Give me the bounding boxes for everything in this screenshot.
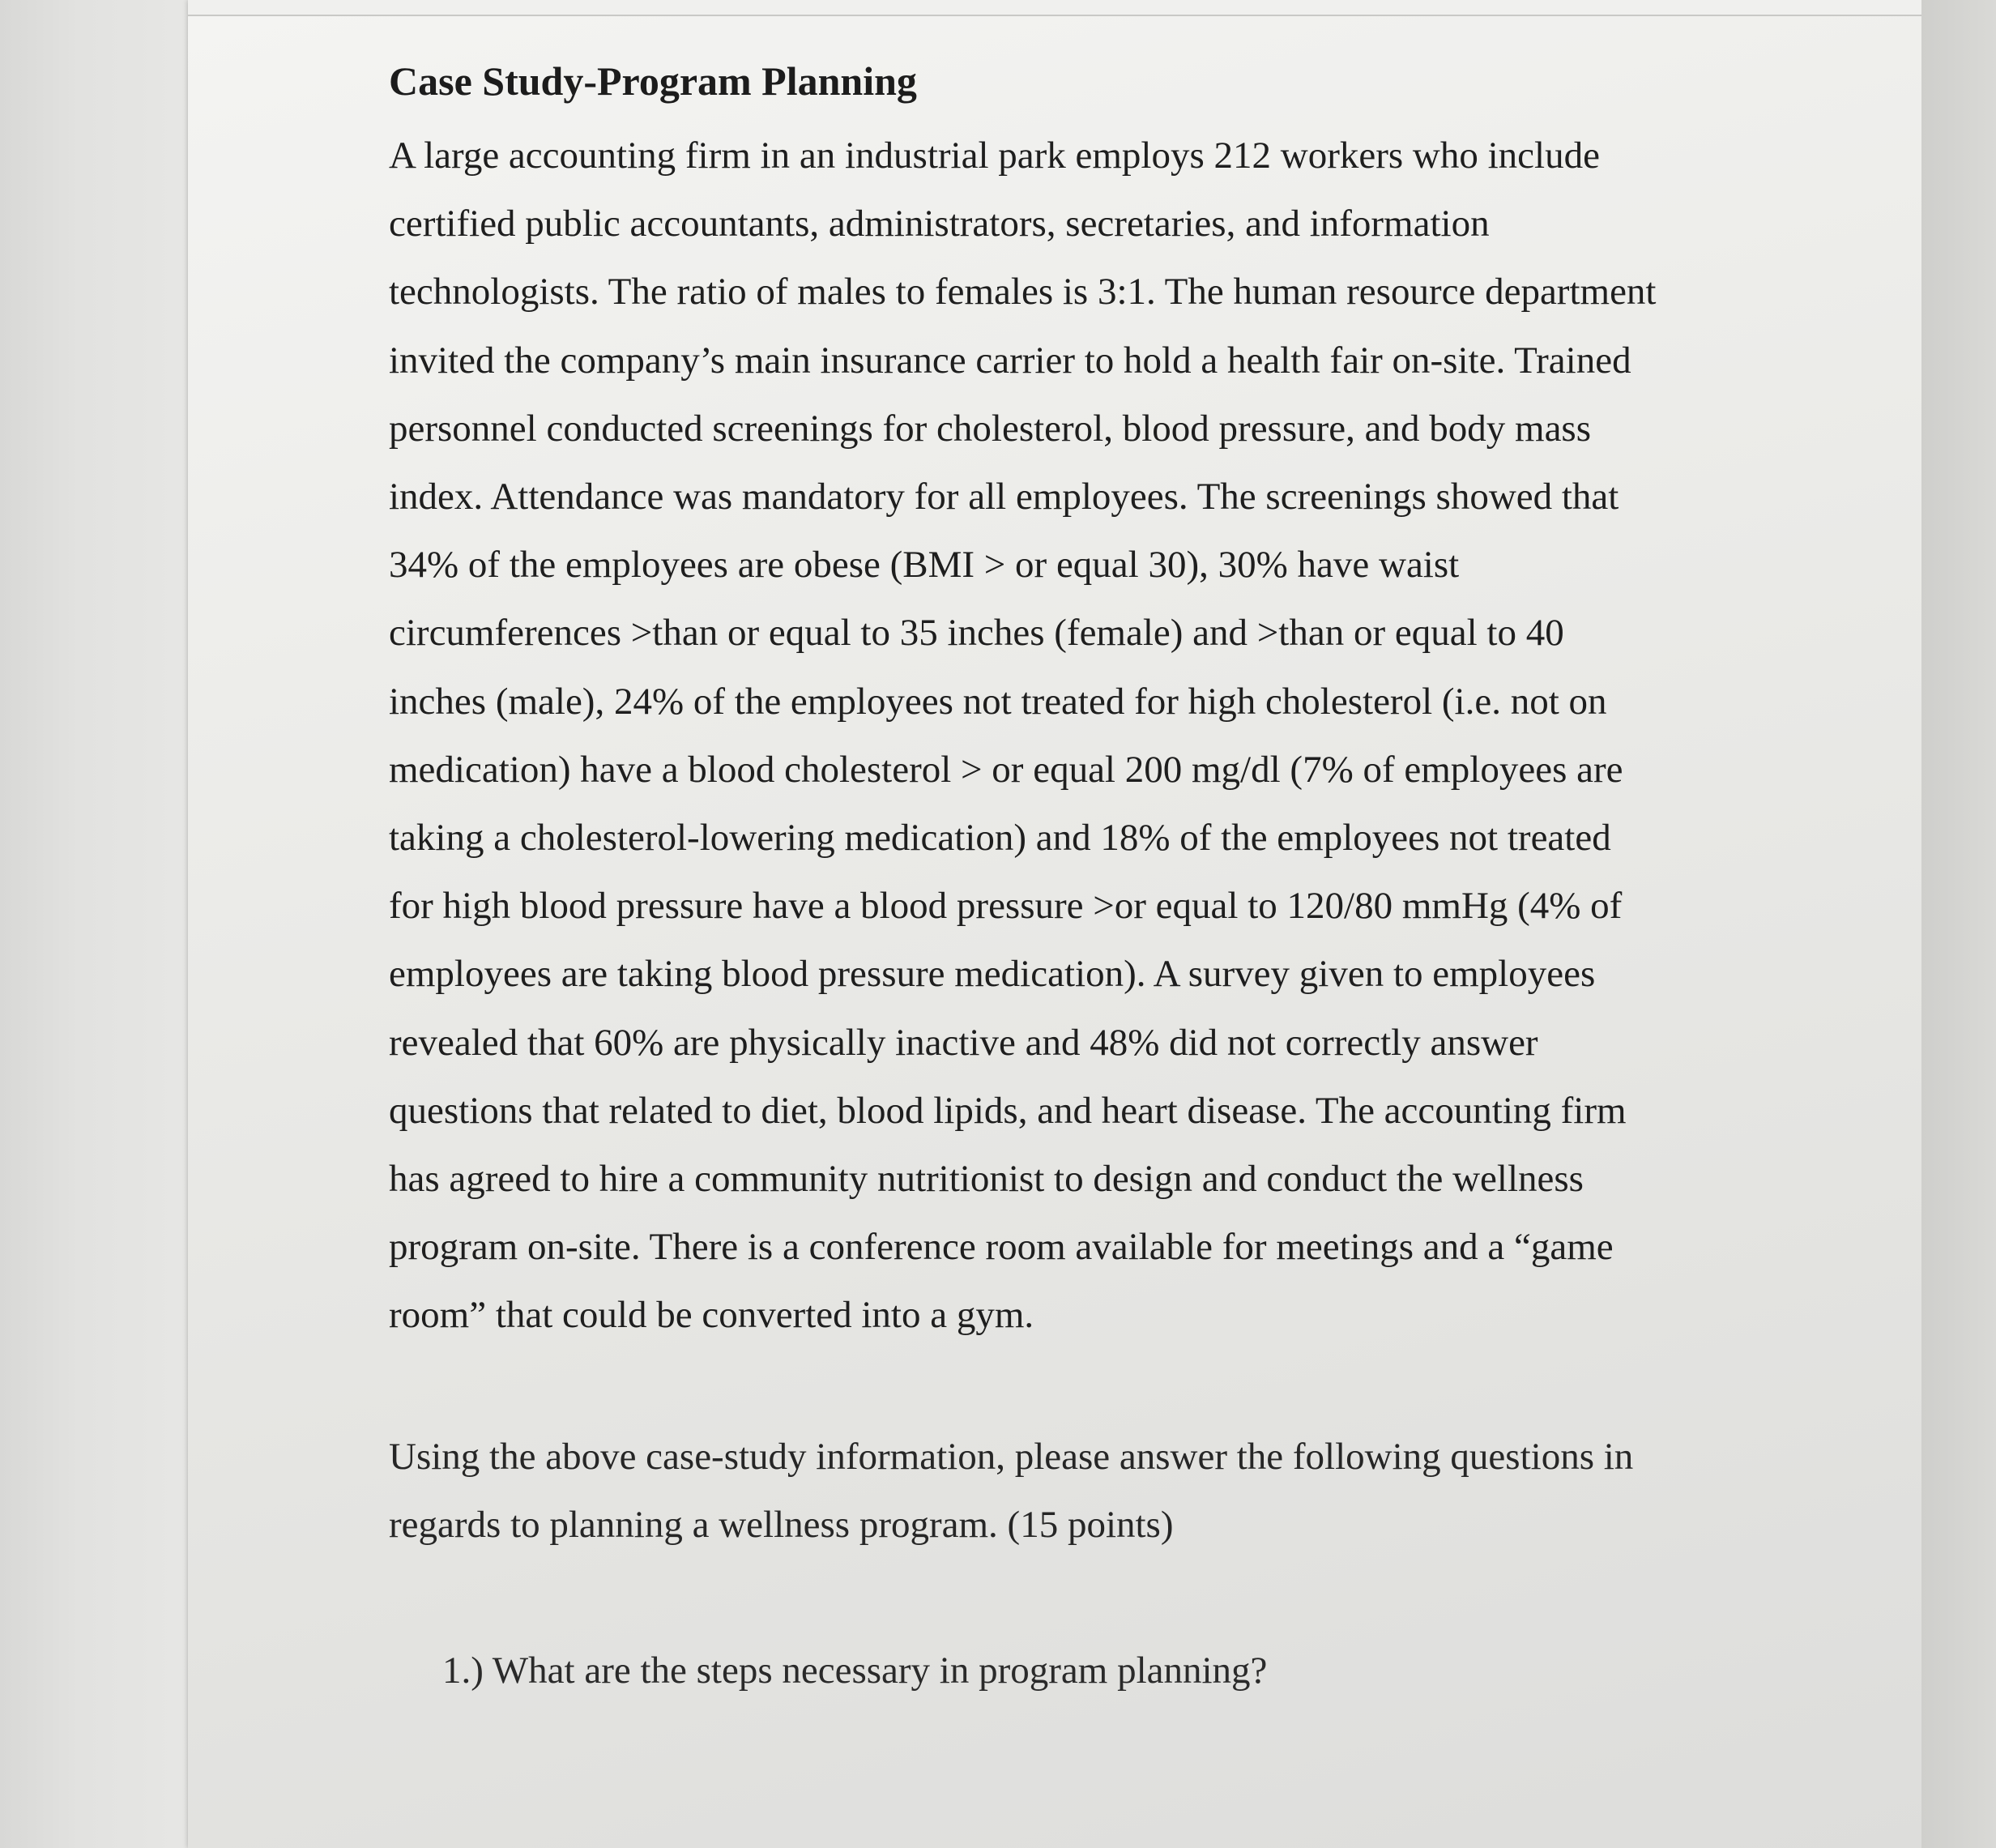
paragraph-line: medication) have a blood cholesterol > or equal 200 mg/dl (7% of employees are [389,748,1623,791]
paragraph-line: questions that related to diet, blood lipids, and heart disease. The accounting firm [389,1089,1627,1132]
document-title: Case Study-Program Planning [389,58,917,104]
paragraph-line: has agreed to hire a community nutritionist to design and conduct the wellness [389,1158,1584,1201]
paragraph-line: room” that could be converted into a gym. [389,1294,1034,1337]
instructions-paragraph [389,1423,1734,1559]
paragraph-line: technologists. The ratio of males to females is 3:1. The human resource department [389,271,1657,314]
page-right-margin [1921,0,1996,1848]
paragraph-line: index. Attendance was mandatory for all employees. The screenings showed that [389,476,1619,519]
paragraph-line: program on-site. There is a conference room available for meetings and a “game [389,1226,1614,1269]
paragraph-line: employees are taking blood pressure medication). A survey given to employees [389,953,1596,996]
paragraph-line: 34% of the employees are obese (BMI > or equal 30), 30% have waist [389,544,1460,587]
paragraph-line: taking a cholesterol-lowering medication) and 18% of the employees not treated [389,817,1611,860]
question-1: 1.) What are the steps necessary in program planning? [442,1649,1268,1692]
document-content [389,49,1734,1705]
paragraph-line: inches (male), 24% of the employees not treated for high cholesterol (i.e. not on [389,680,1607,723]
paragraph-line: invited the company’s main insurance carrier to hold a health fair on-site. Trained [389,339,1631,382]
paragraph-line: revealed that 60% are physically inactive and 48% did not correctly answer [389,1021,1538,1064]
paragraph-line: circumferences >than or equal to 35 inches (female) and >than or equal to 40 [389,612,1564,655]
paragraph-line: certified public accountants, administrators, secretaries, and information [389,203,1490,245]
case-study-paragraph [389,122,1734,1350]
paragraph-line: for high blood pressure have a blood pressure >or equal to 120/80 mmHg (4% of [389,885,1623,928]
paragraph-line: A large accounting firm in an industrial park employs 212 workers who include [389,134,1600,177]
instruction-line: regards to planning a wellness program. (15 points) [389,1503,1174,1546]
page-top-edge [188,0,1921,16]
instruction-line: Using the above case-study information, please answer the following questions in [389,1435,1634,1478]
paragraph-line: personnel conducted screenings for cholesterol, blood pressure, and body mass [389,407,1592,450]
